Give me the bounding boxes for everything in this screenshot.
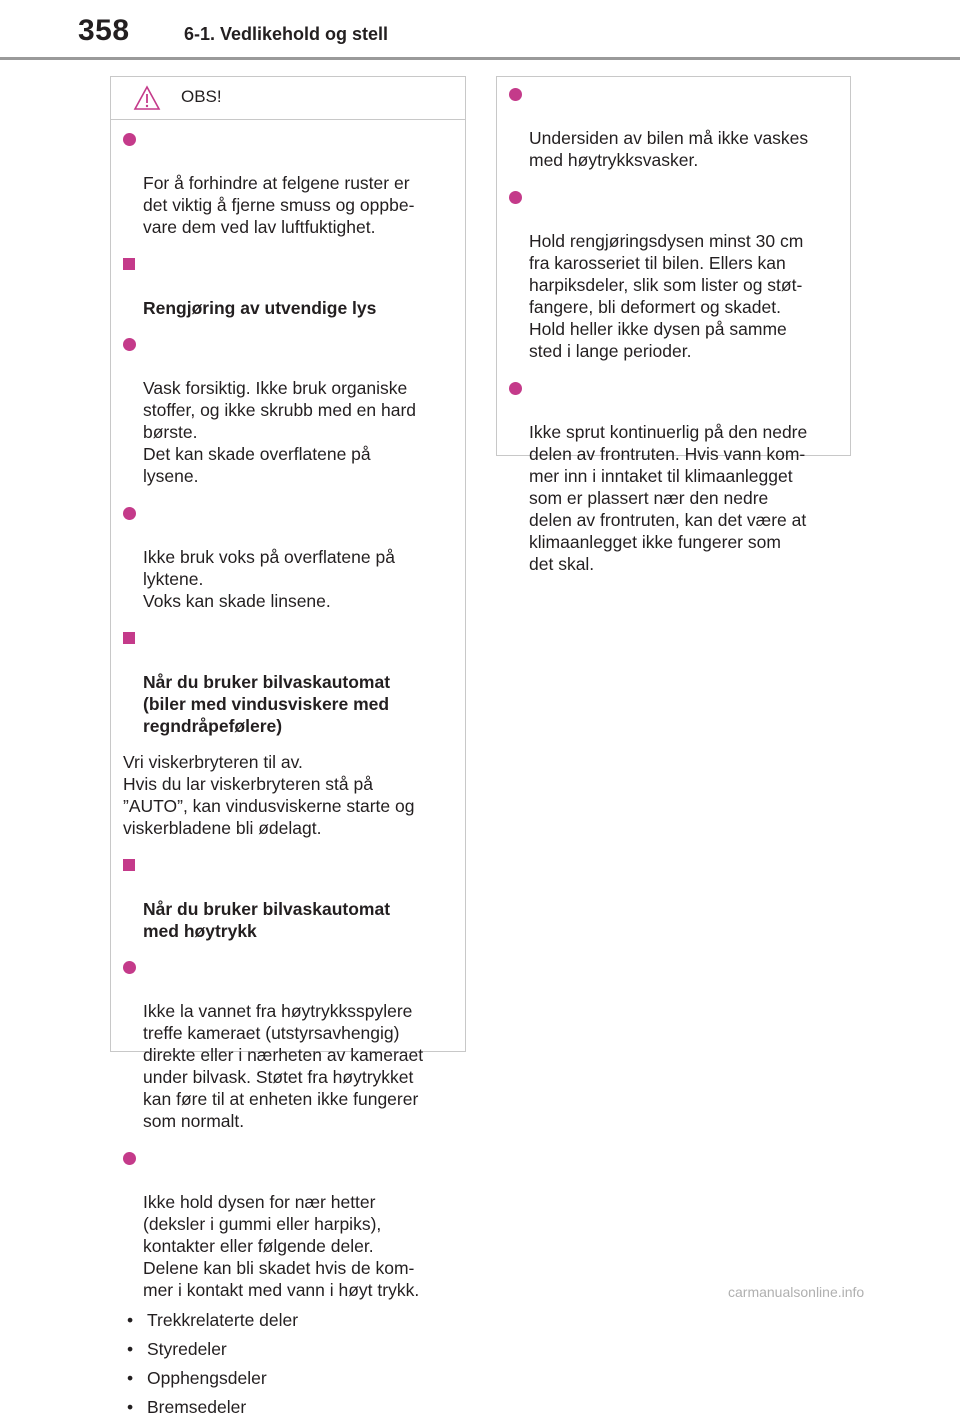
heading-text: Når du bruker bilvaskautomat med høytrykk [143, 899, 391, 941]
list-item [509, 83, 838, 171]
header-rule [0, 57, 960, 60]
item-text: Vask forsiktig. Ikke bruk organiske stoffer, og ikke skrubb med en hard børste. Det kan skade overflatene på lysene. [143, 378, 417, 486]
page-number: 358 [78, 14, 130, 47]
list-item [123, 128, 453, 238]
bullet-dot-icon [123, 507, 136, 520]
bullet-dot-icon [123, 961, 136, 974]
bullet-dot-icon [509, 191, 522, 204]
caution-box [110, 76, 466, 1417]
heading-text: Rengjøring av utvendige lys [143, 298, 377, 318]
bullet-square-icon [123, 859, 135, 871]
bullet-dot-icon [123, 1152, 136, 1165]
item-text: Ikke bruk voks på overflatene på lyktene. Voks kan skade linsene. [143, 547, 395, 611]
sub-list-item: • Styredeler [123, 1338, 453, 1360]
list-item [123, 956, 453, 1132]
bullet-dot-icon [509, 88, 522, 101]
sub-list-item: • Trekkrelaterte deler [123, 1309, 453, 1331]
list-item [123, 333, 453, 487]
caution-label: OBS! [181, 87, 222, 106]
item-text: Hold rengjøringsdysen minst 30 cm fra karosseriet til bilen. Ellers kan harpiksdeler, slik som lister og støt- fangere, bli deformert og skadet. Hold heller ikke dysen på samme sted i lange perioder. [529, 231, 804, 361]
sub-list-item: • Bremsedeler [123, 1396, 453, 1418]
list-item [509, 186, 838, 362]
subheading-high-pressure-wash [123, 854, 453, 942]
paragraph: Vri viskerbryteren til av. Hvis du lar viskerbryteren stå på ”AUTO”, kan vindusviskerne starte og viskerbladene bli ødelagt. [123, 752, 415, 838]
warning-triangle-icon [133, 85, 161, 111]
bullet-square-icon [123, 632, 135, 644]
bullet-dot-icon [123, 133, 136, 146]
watermark: carmanualsonline.info [728, 1284, 865, 1300]
bullet-square-icon [123, 258, 135, 270]
section-title: 6-1. Vedlikehold og stell [184, 24, 389, 44]
heading-text: Når du bruker bilvaskautomat (biler med vindusviskere med regndråpefølere) [143, 672, 391, 736]
item-text: Ikke la vannet fra høytrykksspylere treffe kameraet (utstyrsavhengig) direkte eller i nærheten av kameraet under bilvask. Støtet fra høytrykket kan føre til at enheten ikke fungerer som normalt. [143, 1001, 424, 1131]
sub-list-item: • Opphengsdeler [123, 1367, 453, 1389]
list-item [123, 502, 453, 612]
item-text: Ikke sprut kontinuerlig på den nedre delen av frontruten. Hvis vann kom- mer inn i inntaket til klimaanlegget som er plassert nær den nedre delen av frontruten, kan det være at klimaanlegget ikke fungerer som det skal. [529, 422, 808, 574]
list-item [123, 1147, 453, 1301]
item-text: Ikke hold dysen for nær hetter (deksler i gummi eller harpiks), kontakter eller følgende deler. Delene kan bli skadet hvis de kom- mer i kontakt med vann i høyt trykk. [143, 1192, 420, 1300]
subheading-exterior-lights [123, 253, 453, 319]
bullet-dot-icon [123, 338, 136, 351]
item-text: For å forhindre at felgene ruster er det viktig å fjerne smuss og oppbe- vare dem ved lav luftfuktighet. [143, 173, 415, 237]
item-text: Undersiden av bilen må ikke vaskes med høytrykksvasker. [529, 128, 809, 170]
caution-box-continued [496, 76, 851, 574]
bullet-dot-icon [509, 382, 522, 395]
subheading-car-wash-rain-sensor [123, 627, 453, 737]
list-item [509, 377, 838, 575]
page-header [0, 0, 960, 60]
caution-header [111, 77, 465, 120]
